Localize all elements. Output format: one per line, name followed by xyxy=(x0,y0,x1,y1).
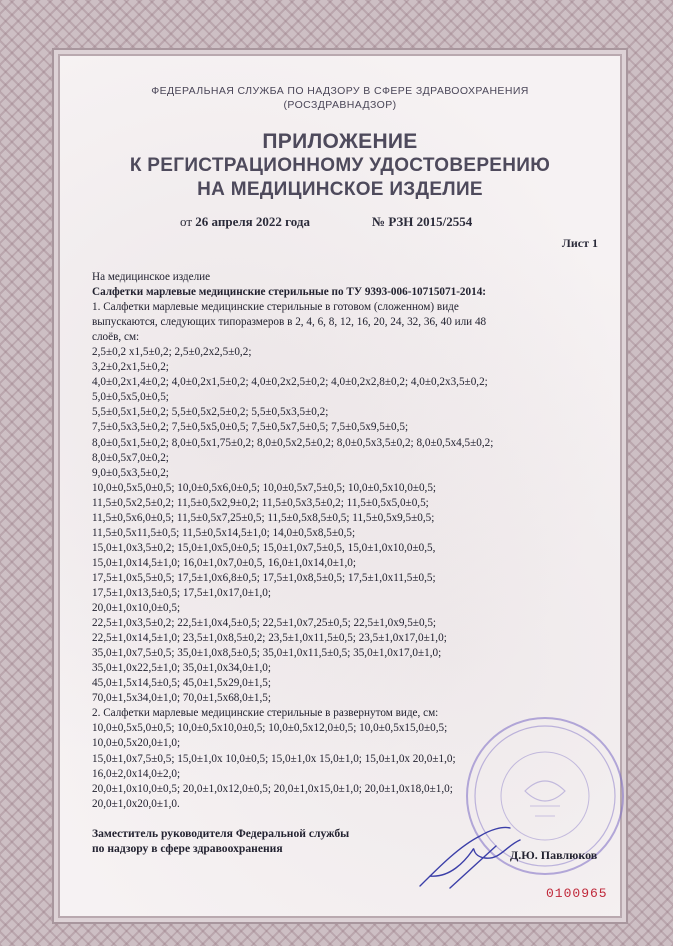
body-line: 2,5±0,2 х1,5±0,2; 2,5±0,2х2,5±0,2; xyxy=(92,346,252,359)
body-line: 16,0±2,0х14,0±2,0; xyxy=(92,767,181,780)
body-line: 70,0±1,5х34,0±1,0; 70,0±1,5х68,0±1,5; xyxy=(92,692,272,705)
body-line: 9,0±0,5х3,5±0,2; xyxy=(92,466,169,479)
body-line: 11,5±0,5х2,5±0,2; 11,5±0,5х2,9±0,2; 11,5±0,5х3,5±0,2; 11,5±0,5х5,0±0,5; xyxy=(92,496,429,509)
document-sheet xyxy=(60,56,620,916)
body-line: 4,0±0,2х1,4±0,2; 4,0±0,2х1,5±0,2; 4,0±0,2х2,5±0,2; 4,0±0,2х2,8±0,2; 4,0±0,2х3,5±0,2; xyxy=(92,376,488,389)
body-line: 20,0±1,0х10,0±0,5; xyxy=(92,602,181,615)
body-line: 15,0±1,0х7,5±0,5; 15,0±1,0х 10,0±0,5; 15,0±1,0х 15,0±1,0; 15,0±1,0х 20,0±1,0; xyxy=(92,752,456,765)
body-line: 15,0±1,0х14,5±1,0; 16,0±1,0х7,0±0,5, 16,0±1,0х14,0±1,0; xyxy=(92,556,357,569)
date-value: 26 апреля 2022 года xyxy=(195,214,310,229)
title-line-3: НА МЕДИЦИНСКОЕ ИЗДЕЛИЕ xyxy=(197,179,483,200)
body-line: 22,5±1,0х14,5±1,0; 23,5±1,0х8,5±0,2; 23,5±1,0х11,5±0,5; 23,5±1,0х17,0±1,0; xyxy=(92,632,447,645)
body-line: слоёв, см: xyxy=(92,331,140,344)
registration-number: № РЗН 2015/2554 xyxy=(372,214,473,229)
document-meta xyxy=(60,214,620,234)
body-line: 2. Салфетки марлевые медицинские стерильные в развернутом виде, см: xyxy=(92,707,439,720)
body-line: 17,5±1,0х5,5±0,5; 17,5±1,0х6,8±0,5; 17,5±1,0х8,5±0,5; 17,5±1,0х11,5±0,5; xyxy=(92,571,436,584)
issue-date xyxy=(180,214,310,230)
position-line-1: Заместитель руководителя Федеральной службы xyxy=(92,827,350,840)
title-line-2: К РЕГИСТРАЦИОННОМУ УДОСТОВЕРЕНИЮ xyxy=(129,155,551,176)
body-line: 20,0±1,0х10,0±0,5; 20,0±1,0х12,0±0,5; 20,0±1,0х15,0±1,0; 20,0±1,0х18,0±1,0; xyxy=(92,782,453,795)
date-label: от xyxy=(180,214,193,229)
position-line-2: по надзору в сфере здравоохранения xyxy=(92,842,283,855)
body-line: 8,0±0,5х7,0±0,2; xyxy=(92,451,169,464)
body-line: 10,0±0,5х20,0±1,0; xyxy=(92,737,181,750)
body-line: 20,0±1,0х20,0±1,0. xyxy=(92,797,180,810)
body-line: Салфетки марлевые медицинские стерильные по ТУ 9393-006-10715071-2014: xyxy=(92,286,487,299)
signatory-name: Д.Ю. Павлюков xyxy=(510,848,598,862)
body-line: 11,5±0,5х11,5±0,5; 11,5±0,5х14,5±1,0; 14,0±0,5х8,5±0,5; xyxy=(92,526,356,539)
body-line: 7,5±0,5х3,5±0,2; 7,5±0,5х5,0±0,5; 7,5±0,5х7,5±0,5; 7,5±0,5х9,5±0,5; xyxy=(92,421,409,434)
body-line: 3,2±0,2х1,5±0,2; xyxy=(92,361,169,374)
body-line: 35,0±1,0х7,5±0,5; 35,0±1,0х8,5±0,5; 35,0±1,0х11,5±0,5; 35,0±1,0х17,0±1,0; xyxy=(92,647,442,660)
body-line: 17,5±1,0х13,5±0,5; 17,5±1,0х17,0±1,0; xyxy=(92,586,272,599)
body-line: 5,0±0,5х5,0±0,5; xyxy=(92,391,169,404)
body-line: 35,0±1,0х22,5±1,0; 35,0±1,0х34,0±1,0; xyxy=(92,662,272,675)
body-line: выпускаются, следующих типоразмеров в 2, 4, 6, 8, 12, 16, 20, 24, 32, 36, 40 или 48 xyxy=(92,316,487,329)
body-line: 22,5±1,0х3,5±0,2; 22,5±1,0х4,5±0,5; 22,5±1,0х7,25±0,5; 22,5±1,0х9,5±0,5; xyxy=(92,617,437,630)
agency-name: ФЕДЕРАЛЬНАЯ СЛУЖБА ПО НАДЗОРУ В СФЕРЕ ЗДРАВООХРАНЕНИЯ xyxy=(151,85,529,97)
body-line: 15,0±1,0х3,5±0,2; 15,0±1,0х5,0±0,5; 15,0±1,0х7,5±0,5, 15,0±1,0х10,0±0,5, xyxy=(92,541,436,554)
body-line: 5,5±0,5х1,5±0,2; 5,5±0,5х2,5±0,2; 5,5±0,5х3,5±0,2; xyxy=(92,406,329,419)
document-title xyxy=(60,130,620,202)
serial-number: 0100965 xyxy=(546,886,608,901)
body-line: 10,0±0,5х5,0±0,5; 10,0±0,5х6,0±0,5; 10,0±0,5х7,5±0,5; 10,0±0,5х10,0±0,5; xyxy=(92,481,437,494)
body-line: 11,5±0,5х6,0±0,5; 11,5±0,5х7,25±0,5; 11,5±0,5х8,5±0,5; 11,5±0,5х9,5±0,5; xyxy=(92,511,435,524)
body-line: 8,0±0,5х1,5±0,2; 8,0±0,5х1,75±0,2; 8,0±0,5х2,5±0,2; 8,0±0,5х3,5±0,2; 8,0±0,5х4,5±0,2; xyxy=(92,436,494,449)
body-line: 1. Салфетки марлевые медицинские стерильные в готовом (сложенном) виде xyxy=(92,301,459,314)
agency-header xyxy=(60,84,620,112)
body-line: 45,0±1,5х14,5±0,5; 45,0±1,5х29,0±1,5; xyxy=(92,677,272,690)
title-line-1: ПРИЛОЖЕНИЕ xyxy=(262,130,418,153)
body-line: 10,0±0,5х5,0±0,5; 10,0±0,5х10,0±0,5; 10,0±0,5х12,0±0,5; 10,0±0,5х15,0±0,5; xyxy=(92,722,448,735)
body-line: На медицинское изделие xyxy=(92,271,211,283)
sheet-number: Лист 1 xyxy=(561,236,598,250)
agency-abbreviation: (РОСЗДРАВНАДЗОР) xyxy=(283,99,397,111)
